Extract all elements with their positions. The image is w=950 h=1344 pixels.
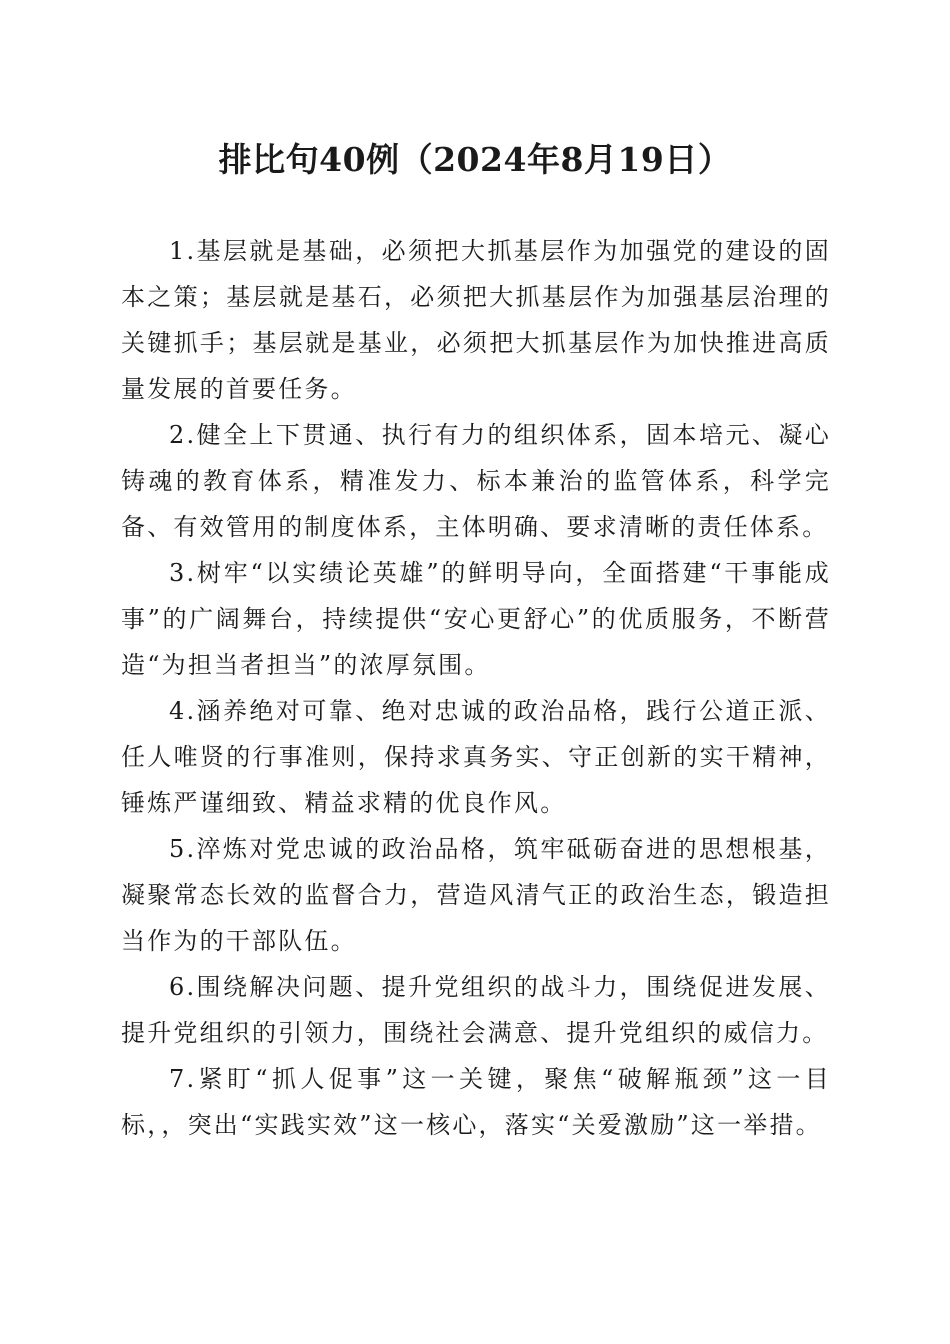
paragraph-4: 4.涵养绝对可靠、绝对忠诚的政治品格，践行公道正派、任人唯贤的行事准则，保持求真务实、守正创新的实干精神，锤炼严谨细致、精益求精的优良作风。 [121, 697, 831, 817]
paragraph-2: 2.健全上下贯通、执行有力的组织体系，固本培元、凝心铸魂的教育体系，精准发力、标本兼治的监管体系，科学完备、有效管用的制度体系，主体明确、要求清晰的责任体系。 [121, 421, 831, 541]
paragraph-5: 5.淬炼对党忠诚的政治品格，筑牢砥砺奋进的思想根基，凝聚常态长效的监督合力，营造风清气正的政治生态，锻造担当作为的干部队伍。 [121, 835, 831, 955]
document-title: 排比句40例（2024年8月19日） [218, 140, 732, 179]
paragraph-3: 3.树牢“以实绩论英雄”的鲜明导向，全面搭建“干事能成事”的广阔舞台，持续提供“安心更舒心”的优质服务，不断营造“为担当者担当”的浓厚氛围。 [121, 559, 831, 679]
document-body [121, 228, 831, 1148]
paragraph-7: 7.紧盯“抓人促事”这一关键，聚焦“破解瓶颈”这一目标，，突出“实践实效”这一核心，落实“关爱激励”这一举措。 [121, 1065, 831, 1139]
paragraph-1: 1.基层就是基础，必须把大抓基层作为加强党的建设的固本之策；基层就是基石，必须把大抓基层作为加强基层治理的关键抓手；基层就是基业，必须把大抓基层作为加快推进高质量发展的首要任务。 [121, 237, 831, 403]
paragraph-6: 6.围绕解决问题、提升党组织的战斗力，围绕促进发展、提升党组织的引领力，围绕社会满意、提升党组织的威信力。 [121, 973, 831, 1047]
